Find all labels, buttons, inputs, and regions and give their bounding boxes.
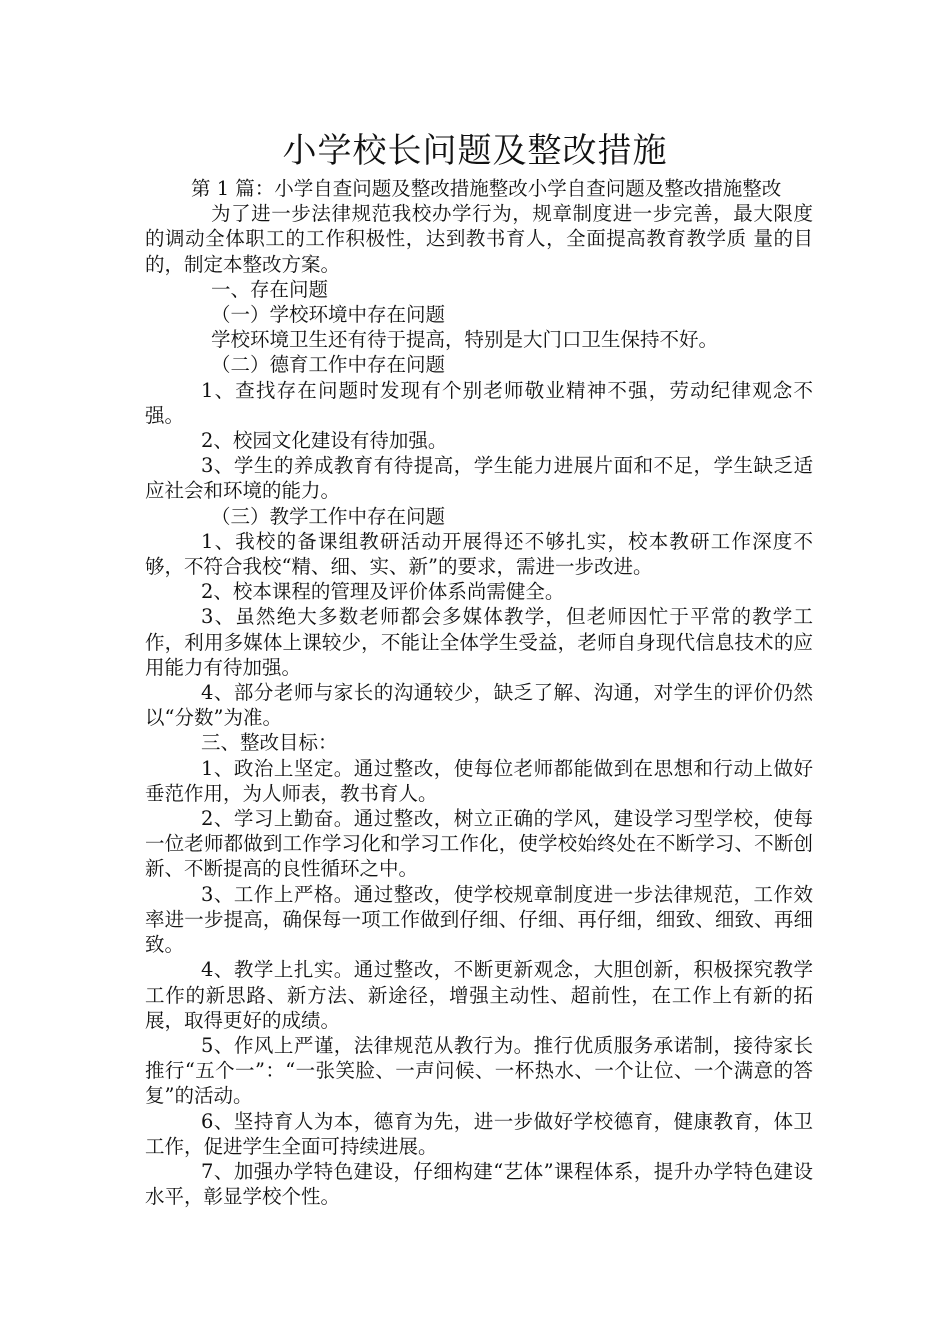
section-heading-goals: 三、整改目标： — [201, 731, 338, 755]
list-item-moral-3: 3、学生的养成教育有待提高，学生能力进展片面和不足，学生缺乏适应社会和环境的能力。 — [145, 454, 813, 503]
list-item-goal-4: 4、教学上扎实。通过整改，不断更新观念，大胆创新，积极探究教学工作的新思路、新方法、新途径，增强主动性、超前性，在工作上有新的拓展，取得更好的成绩。 — [145, 958, 813, 1032]
list-item-moral-1: 1、查找存在问题时发现有个别老师敬业精神不强，劳动纪律观念不强。 — [145, 378, 813, 427]
intro-paragraph: 为了进一步法律规范我校办学行为，规章制度进一步完善，最大限度 的调动全体职工的工作积极性，达到教书育人，全面提高教育教学质 量的目的，制定本整改方案。 — [145, 202, 813, 276]
list-item-teaching-4: 4、部分老师与家长的沟通较少，缺乏了解、沟通，对学生的评价仍然以“分数”为准。 — [145, 681, 813, 730]
article-heading: 第 1 篇：小学自查问题及整改措施整改小学自查问题及整改措施整改 — [191, 177, 782, 200]
subsection-heading-environment: （一）学校环境中存在问题 — [211, 303, 446, 327]
list-item-goal-1: 1、政治上坚定。通过整改，使每位老师都能做到在思想和行动上做好垂范作用，为人师表，教书育人。 — [145, 756, 813, 805]
paragraph-environment: 学校环境卫生还有待于提高，特别是大门口卫生保持不好。 — [211, 328, 719, 352]
document-body — [145, 176, 813, 1209]
section-heading-problems: 一、存在问题 — [211, 277, 329, 301]
list-item-goal-7: 7、加强办学特色建设，仔细构建“艺体”课程体系，提升办学特色建设水平，彰显学校个性。 — [145, 1159, 813, 1209]
list-item-teaching-1: 1、我校的备课组教研活动开展得还不够扎实，校本教研工作深度不够，不符合我校“精、细、实、新”的要求，需进一步改进。 — [145, 529, 813, 579]
list-item-goal-5: 5、作风上严谨，法律规范从教行为。推行优质服务承诺制，接待家长推行“五个一”：“一张笑脸、一声问候、一杯热水、一个让位、一个满意的答复”的活动。 — [145, 1033, 813, 1108]
list-item-goal-6: 6、坚持育人为本，德育为先，进一步做好学校德育，健康教育，体卫工作，促进学生全面可持续进展。 — [145, 1109, 813, 1158]
list-item-teaching-2: 2、校本课程的管理及评价体系尚需健全。 — [201, 580, 565, 604]
list-item-teaching-3: 3、虽然绝大多数老师都会多媒体教学，但老师因忙于平常的教学工作，利用多媒体上课较少，不能让全体学生受益，老师自身现代信息技术的应用能力有待加强。 — [145, 605, 813, 679]
document-title: 小学校长问题及整改措施 — [282, 131, 668, 171]
subsection-heading-teaching: （三）教学工作中存在问题 — [211, 504, 446, 528]
subsection-heading-moral: （二）德育工作中存在问题 — [211, 353, 446, 377]
list-item-goal-3: 3、工作上严格。通过整改，使学校规章制度进一步法律规范，工作效率进一步提高，确保每一项工作做到仔细、仔细、再仔细，细致、细致、再细致。 — [145, 882, 813, 957]
list-item-moral-2: 2、校园文化建设有待加强。 — [201, 429, 448, 453]
list-item-goal-2: 2、学习上勤奋。通过整改，树立正确的学风，建设学习型学校，使每一位老师都做到工作学习化和学习工作化，使学校始终处在不断学习、不断创新、不断提高的良性循环之中。 — [145, 807, 813, 881]
